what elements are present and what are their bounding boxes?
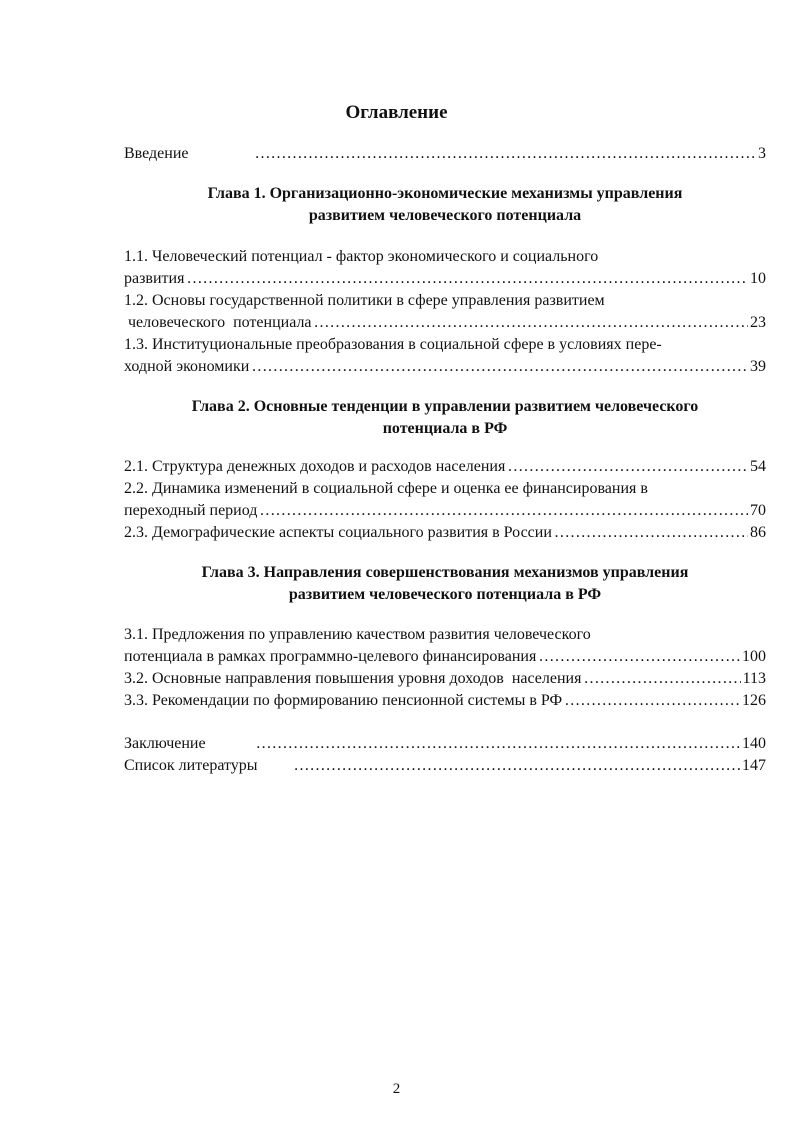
entry-label: 2.3. Демографические аспекты социального развития в России	[124, 524, 552, 541]
leader-dots	[251, 356, 748, 378]
toc-entry-2-2[interactable]	[124, 500, 766, 522]
chapter-title-line: развитием человеческого потенциала	[308, 207, 582, 224]
page-ref: 10	[750, 270, 766, 287]
leader-dots	[564, 690, 740, 712]
toc-entry-2-3[interactable]	[124, 522, 766, 544]
page-ref: 147	[742, 757, 766, 774]
chapter-3-heading	[110, 562, 780, 606]
toc-entry-3-1[interactable]	[124, 646, 766, 668]
entry-label: Введение	[124, 145, 189, 162]
toc-entry-2-2-line1: 2.2. Динамика изменений в социальной сфере и оценка ее финансирования в	[124, 480, 648, 497]
page-ref: 23	[750, 314, 766, 331]
entry-label: развития	[124, 270, 185, 287]
leader-dots	[186, 268, 748, 290]
toc-entry-1-1-line1: 1.1. Человеческий потенциал - фактор экономического и социального	[124, 248, 599, 265]
chapter-1-heading	[110, 183, 780, 227]
leader-dots	[259, 500, 748, 522]
page-ref: 113	[742, 670, 766, 687]
page-ref: 100	[742, 648, 766, 665]
toc-entry-1-3[interactable]	[124, 356, 766, 378]
entry-label: переходный период	[124, 502, 258, 519]
leader-dots	[256, 733, 740, 755]
toc-entry-3-2[interactable]	[124, 668, 766, 690]
toc-entry-1-2[interactable]	[124, 312, 766, 334]
toc-entry-conclusion[interactable]	[124, 733, 766, 755]
page-ref: 39	[750, 358, 766, 375]
entry-label: человеческого потенциала	[124, 314, 312, 331]
entry-label: ходной экономики	[124, 358, 250, 375]
chapter-title-line: развитием человеческого потенциала в РФ	[288, 586, 602, 603]
toc-entry-references[interactable]	[124, 755, 766, 777]
page-ref: 3	[758, 145, 766, 162]
chapter-title-line: Глава 1. Организационно-экономические механизмы управления	[207, 185, 683, 202]
entry-label: Список литературы	[124, 757, 258, 774]
toc-entry-intro[interactable]	[124, 143, 766, 165]
page-number: 2	[392, 1081, 401, 1097]
page-ref: 70	[750, 502, 766, 519]
toc-entry-3-1-line1: 3.1. Предложения по управлению качеством развития человеческого	[124, 626, 591, 643]
leader-dots	[314, 312, 748, 334]
toc-entry-1-2-line1: 1.2. Основы государственной политики в сфере управления развитием	[124, 292, 605, 309]
entry-label: потенциала в рамках программно-целевого финансирования	[124, 648, 537, 665]
page-ref: 140	[742, 735, 766, 752]
toc-entry-2-1[interactable]	[124, 456, 766, 478]
page-ref: 54	[750, 458, 766, 475]
page-ref: 126	[742, 692, 766, 709]
chapter-title-line: Глава 2. Основные тенденции в управлении развитием человеческого	[191, 398, 699, 415]
entry-label: 3.2. Основные направления повышения уровня доходов населения	[124, 670, 582, 687]
leader-dots	[294, 755, 740, 777]
toc-entry-1-1[interactable]	[124, 268, 766, 290]
entry-label: 3.3. Рекомендации по формированию пенсионной системы в РФ	[124, 692, 563, 709]
leader-dots	[507, 456, 748, 478]
leader-dots	[554, 522, 748, 544]
toc-title: Оглавление	[345, 102, 448, 123]
leader-dots	[583, 668, 740, 690]
entry-label: 2.1. Структура денежных доходов и расходов населения	[124, 458, 506, 475]
chapter-2-heading	[110, 396, 780, 440]
toc-entry-3-3[interactable]	[124, 690, 766, 712]
chapter-title-line: потенциала в РФ	[382, 420, 508, 437]
leader-dots	[538, 646, 740, 668]
toc-entry-1-3-line1: 1.3. Институциональные преобразования в социальной сфере в условиях пере-	[124, 336, 662, 353]
leader-dots	[255, 143, 757, 165]
entry-label: Заключение	[124, 735, 206, 752]
page-ref: 86	[750, 524, 766, 541]
chapter-title-line: Глава 3. Направления совершенствования механизмов управления	[201, 564, 689, 581]
